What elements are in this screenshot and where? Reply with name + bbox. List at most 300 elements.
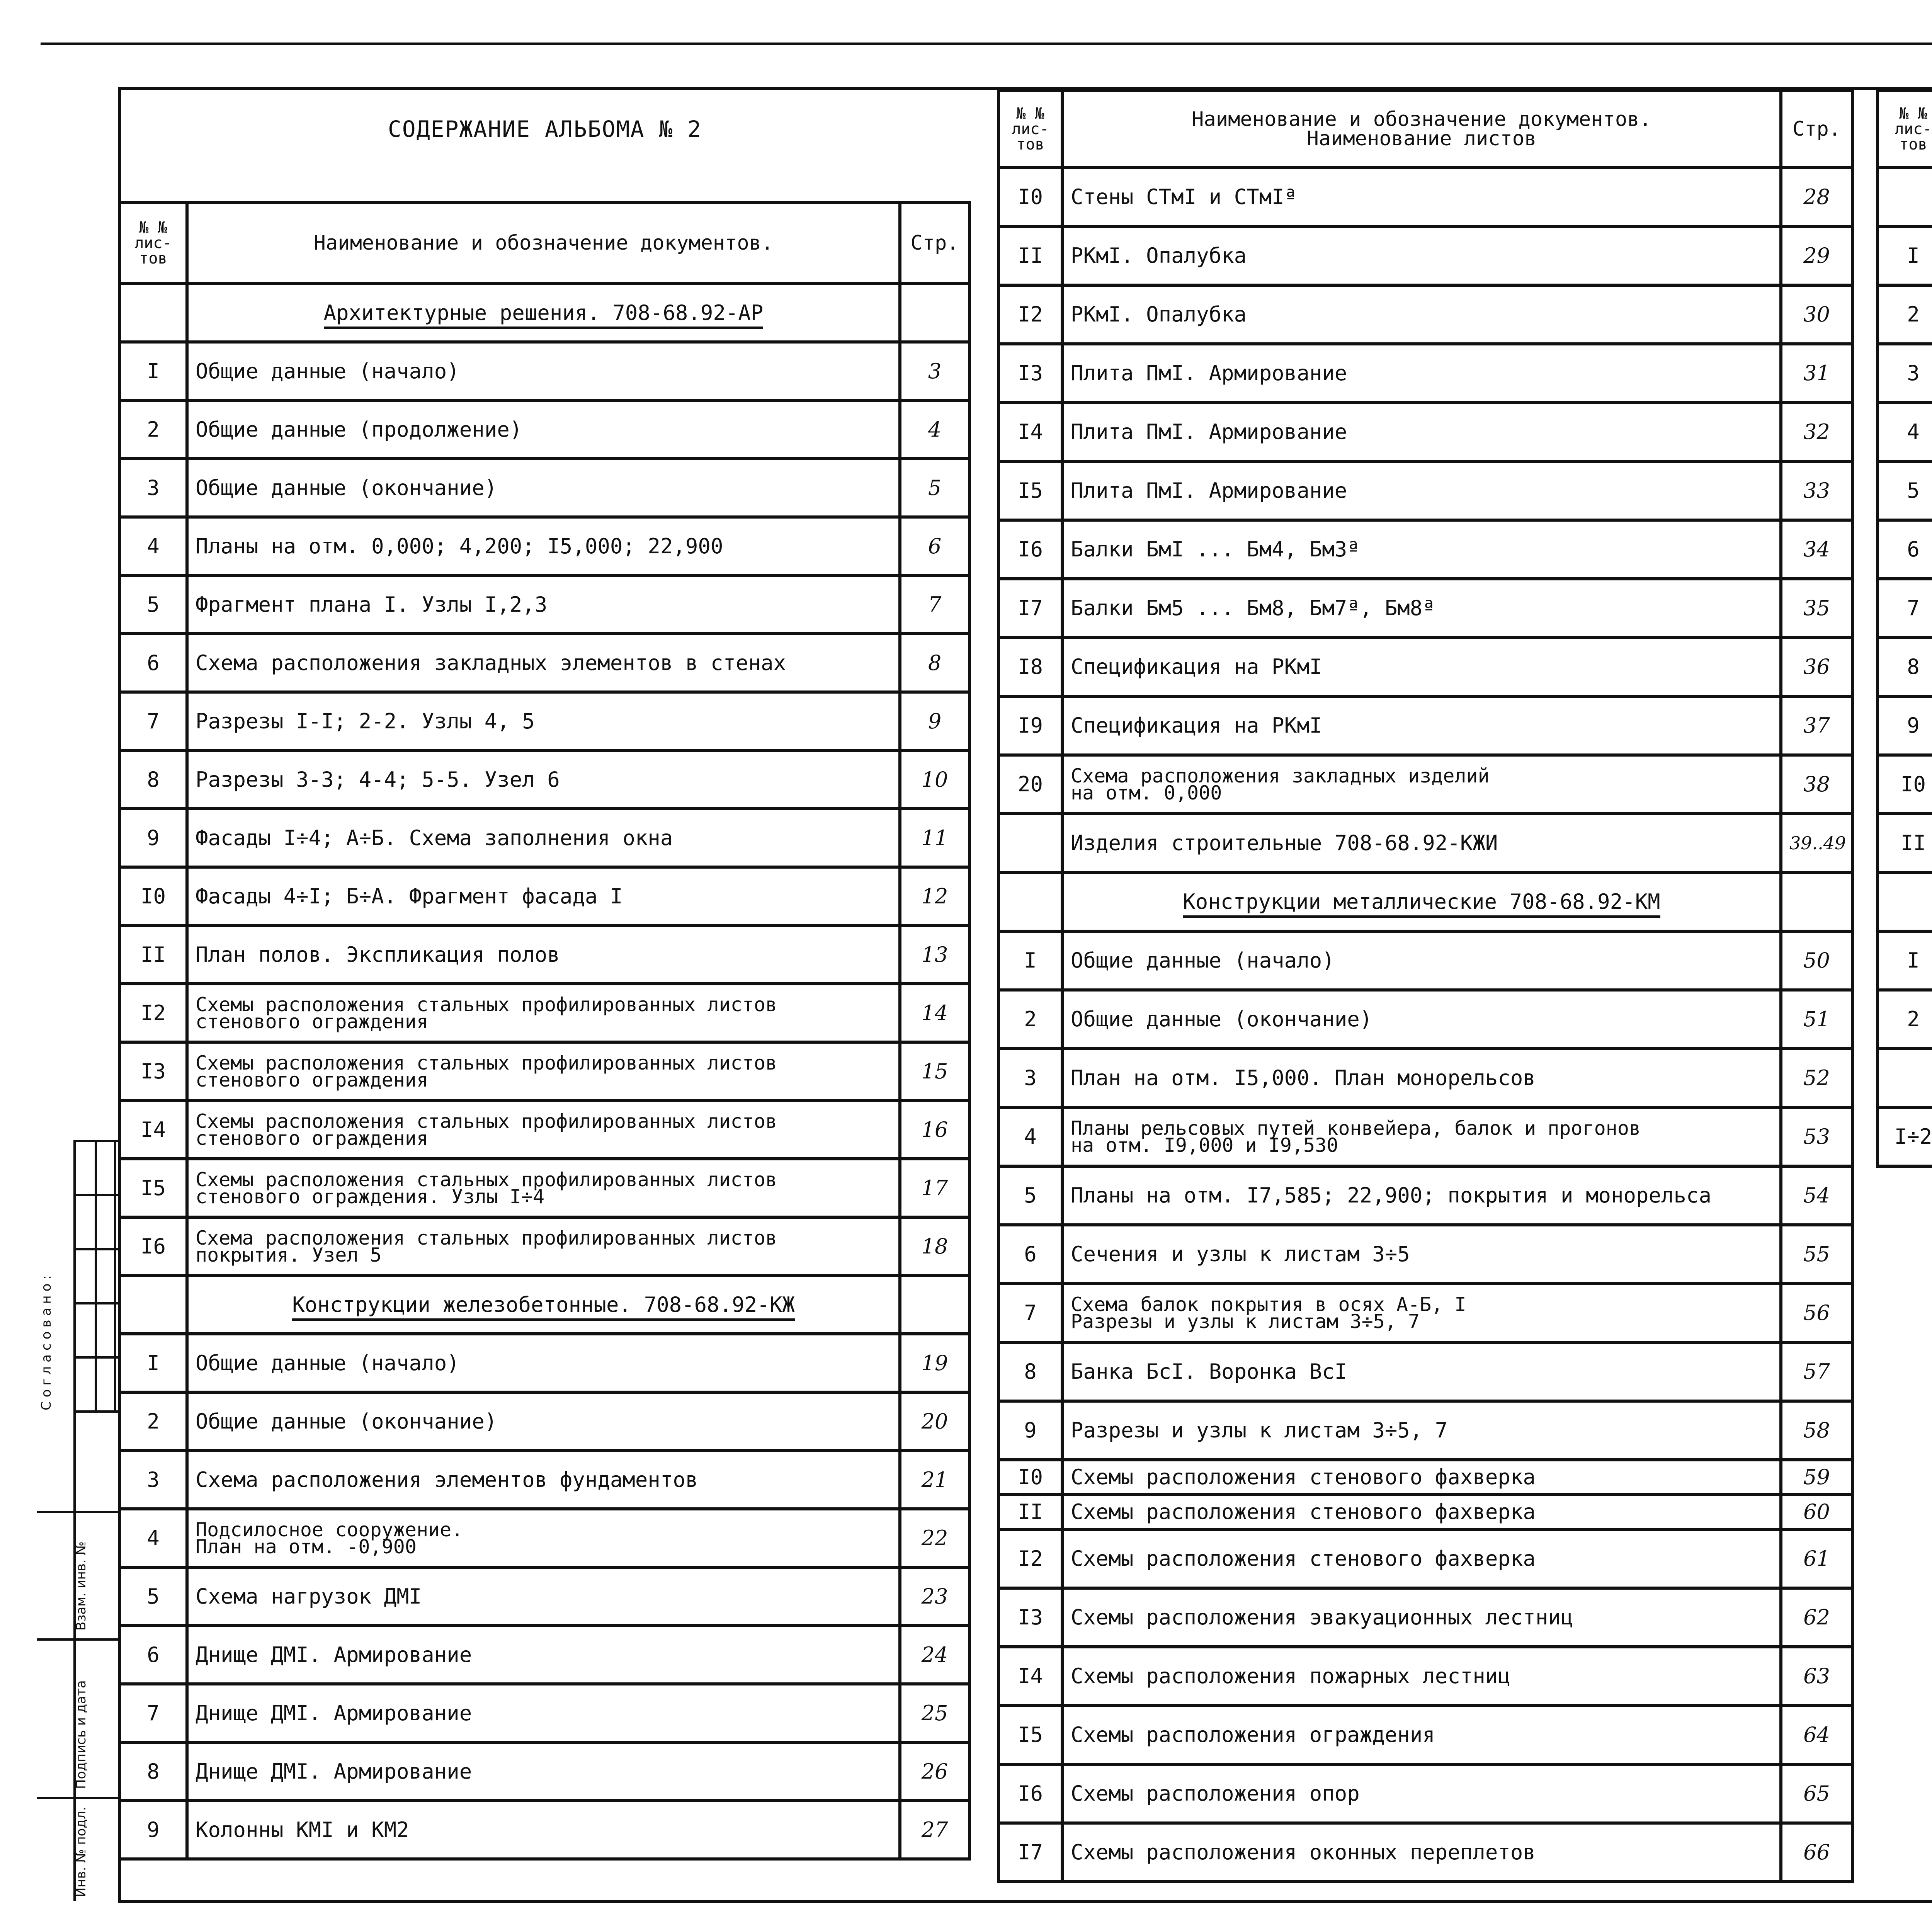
table-row [998,1706,1852,1764]
stamp-divider [73,1410,118,1413]
header-num: № № лис- тов [119,202,187,284]
page-number-cell: 51 [1781,990,1852,1049]
sheet-number: 8 [119,750,187,809]
page-number-cell: 23 [900,1567,969,1626]
stamp-divider [37,1511,118,1513]
sheet-name-line: стенового ограждения. Узлы I÷4 [196,1185,545,1208]
sheet-number [1878,1049,1932,1107]
sheet-name [187,400,900,459]
sheet-name-line: Схемы расположения стенового фахверка [1071,1500,1536,1524]
table-header [998,90,1852,168]
stamp-divider [73,1194,118,1196]
page-number-cell: 54 [1781,1166,1852,1225]
table-row [998,344,1852,403]
page-number-cell: 57 [1781,1342,1852,1401]
table-row [1878,931,1932,990]
table-row [119,517,969,575]
sheet-name-line: Разрезы 3-3; 4-4; 5-5. Узел 6 [196,767,560,792]
sheet-name-line: Сечения и узлы к листам 3÷5 [1071,1242,1410,1266]
page-number-cell: 7 [900,575,969,634]
stamp-divider [73,1248,118,1250]
sheet-name [1062,579,1781,638]
table-row [1878,403,1932,461]
table-row [998,285,1852,344]
section-title-cell [187,284,900,342]
sheet-name-line: Плита ПмI. Армирование [1071,420,1347,444]
page-number-cell: 58 [1781,1401,1852,1460]
table-row [998,403,1852,461]
sheet-name [1062,1647,1781,1706]
contents-table-left [118,201,971,1861]
section-title: Архитектурные решения. 708-68.92-АР [324,301,764,329]
table-row [1878,1049,1932,1107]
sheet-name [187,1217,900,1276]
sheet-name-line: Схемы расположения оконных переплетов [1071,1840,1536,1864]
section-title-cell [1062,872,1781,931]
sheet-name-line: Схемы расположения пожарных лестниц [1071,1664,1510,1688]
table-row [119,1567,969,1626]
sheet-name-line: Схемы расположения стенового фахверка [1071,1465,1536,1489]
sheet-name [187,1801,900,1859]
sheet-number: 9 [998,1401,1062,1460]
page-number-cell: 65 [1781,1764,1852,1823]
sheet-number: 9 [119,1801,187,1859]
table-row [998,1588,1852,1647]
sheet-name [1062,755,1781,814]
sheet-name-line: Планы на отм. 0,000; 4,200; I5,000; 22,900 [196,534,723,558]
sheet-name-line: Днище ДМI. Армирование [196,1701,472,1725]
sheet-number: I9 [998,696,1062,755]
page-number-cell: 18 [900,1217,969,1276]
sheet-number: 3 [1878,344,1932,403]
sheet-name-line: Спецификация на РКмI [1071,655,1322,679]
table-row [119,1684,969,1742]
table-header [1878,90,1932,168]
sheet-number [998,814,1062,872]
sheet-name [187,1159,900,1217]
page-number-cell: 59 [1781,1460,1852,1495]
sheet-name [1062,1706,1781,1764]
page-number-cell: 62 [1781,1588,1852,1647]
page-number-cell: 38 [1781,755,1852,814]
sheet-number: 7 [119,692,187,750]
table-row [119,575,969,634]
table-row [119,1100,969,1159]
page-number-cell: 27 [900,1801,969,1859]
table-row [119,1217,969,1276]
sheet-number: 3 [998,1049,1062,1107]
sheet-name [187,1626,900,1684]
sheet-name [1062,403,1781,461]
sheet-name [1062,1107,1781,1166]
table-row [998,168,1852,226]
sheet-number: I [119,342,187,400]
sheet-name [1062,1460,1781,1495]
sheet-number: I [998,931,1062,990]
header-page: Стр. [900,202,969,284]
sheet-name-line: Схема расположения стальных профилированных листов [196,1226,777,1249]
sheet-number: I2 [119,984,187,1042]
sheet-name-line: Общие данные (окончание) [1071,1007,1372,1031]
sheet-number: I7 [998,1823,1062,1882]
sheet-number: I8 [998,638,1062,696]
sheet-name-line: Разрезы и узлы к листам 3÷5, 7 [1071,1310,1420,1333]
sheet-name-line: Днище ДМI. Армирование [196,1759,472,1784]
page-number-cell: 32 [1781,403,1852,461]
sheet-name-line: Фасады I÷4; А÷Б. Схема заполнения окна [196,825,673,850]
sheet-name-line: стенового ограждения [196,1010,429,1033]
table-header [119,202,969,284]
page-number-cell: 8 [900,634,969,692]
sheet-name [187,634,900,692]
sheet-name [1062,931,1781,990]
sheet-number: 7 [119,1684,187,1742]
page-number-cell: 30 [1781,285,1852,344]
page-number-cell: 56 [1781,1284,1852,1342]
stamp-divider [73,1356,118,1359]
section-num-cell [1878,168,1932,226]
sheet-name [187,750,900,809]
sheet-name [1062,1284,1781,1342]
table-row [119,1626,969,1684]
page-number-cell: 39..49 [1781,814,1852,872]
sheet-name-line: Подсилосное сооружение. [196,1518,463,1541]
sheet-name-line: Общие данные (начало) [1071,948,1335,973]
page-number-cell: 13 [900,925,969,984]
sheet-name-line: План на отм. I5,000. План монорельсов [1071,1066,1536,1090]
sheet-name [187,517,900,575]
stamp-divider [114,1140,116,1410]
sheet-name-line: Схемы расположения стальных профилированных листов [196,1051,777,1074]
section-num-cell [1878,872,1932,931]
sheet-number: 4 [119,1509,187,1567]
sheet-number: I3 [119,1042,187,1100]
page-number-cell: 53 [1781,1107,1852,1166]
sheet-number: II [998,1495,1062,1529]
sheet-number: II [998,226,1062,285]
table-row [998,226,1852,285]
sheet-number: 7 [1878,579,1932,638]
sheet-name [1062,461,1781,520]
page-number-cell: 64 [1781,1706,1852,1764]
header-num: № № лис- тов [998,90,1062,168]
page-number-cell: 31 [1781,344,1852,403]
page-number-cell: 15 [900,1042,969,1100]
sheet-name-line: Общие данные (окончание) [196,475,497,500]
page-number-cell: 26 [900,1742,969,1801]
header-name: Наименование и обозначение документов. Наименование листов [1062,90,1781,168]
table-row [998,638,1852,696]
approval-stamp [37,1140,118,1901]
sheet-number: 8 [1878,638,1932,696]
album-title: СОДЕРЖАНИЕ АЛЬБОМА № 2 [388,116,702,142]
sheet-name-line: Схема балок покрытия в осях А-Б, I [1071,1293,1466,1316]
contents-table-middle [997,89,1854,1883]
sheet-number: I2 [998,1529,1062,1588]
table-row [1878,344,1932,403]
sheet-number: 4 [1878,403,1932,461]
section-title: Конструкции железобетонные. 708-68.92-КЖ [292,1293,794,1321]
page-number-cell: 33 [1781,461,1852,520]
table-row [119,984,969,1042]
sheet-name-line: на отм. I9,000 и I9,530 [1071,1134,1338,1156]
page-number-cell: 60 [1781,1495,1852,1529]
stamp-signature-date-label: Подпись и дата [73,1680,89,1789]
sheet-name [1062,1225,1781,1284]
table-row [1878,755,1932,814]
table-row [998,1823,1852,1882]
section-page-cell [900,284,969,342]
sheet-number: II [119,925,187,984]
table-row [998,1764,1852,1823]
sheet-name [187,575,900,634]
table-row [119,1451,969,1509]
sheet-name-line: Спецификация на РКмI [1071,713,1322,738]
sheet-name [1062,1166,1781,1225]
table-row [1878,990,1932,1049]
page-number-cell: 29 [1781,226,1852,285]
table-row [1878,696,1932,755]
page-number-cell: 55 [1781,1225,1852,1284]
table-row [119,1392,969,1451]
page-number-cell: 4 [900,400,969,459]
page-number-cell: 6 [900,517,969,575]
sheet-name [1062,1401,1781,1460]
sheet-number: I3 [998,1588,1062,1647]
page-number-cell: 50 [1781,931,1852,990]
page-number-cell: 61 [1781,1529,1852,1588]
sheet-number: I4 [998,403,1062,461]
sheet-number: 8 [119,1742,187,1801]
table-row [998,1225,1852,1284]
sheet-name-line: Схемы расположения стальных профилированных листов [196,1110,777,1133]
sheet-name [1062,520,1781,579]
page-number-cell: 10 [900,750,969,809]
table-row [998,1107,1852,1166]
table-row [119,809,969,867]
sheet-number: I÷2 [1878,1107,1932,1166]
sheet-number: I0 [119,867,187,925]
section-row [1878,168,1932,226]
table-row [998,461,1852,520]
sheet-number: 6 [119,634,187,692]
sheet-name-line: Схемы расположения эвакуационных лестниц [1071,1605,1573,1629]
sheet-name-line: Общие данные (начало) [196,1350,459,1375]
sheet-number: I7 [998,579,1062,638]
header-name: Наименование и обозначение документов. [187,202,900,284]
sheet-number: I5 [119,1159,187,1217]
header-page: Стр. [1781,90,1852,168]
sheet-number: 5 [119,575,187,634]
table-row [119,1509,969,1567]
sheet-name [187,1567,900,1626]
table-row [998,1049,1852,1107]
sheet-name-line: План полов. Экспликация полов [196,942,560,967]
table-row [998,696,1852,755]
sheet-name-line: Банка БсI. Воронка ВсI [1071,1359,1347,1384]
table-row [998,520,1852,579]
sheet-name [187,1451,900,1509]
sheet-name [1062,1588,1781,1647]
table-row [119,1742,969,1801]
sheet-name-line: Балки Бм5 ... Бм8, Бм7ª, Бм8ª [1071,596,1435,620]
sheet-number: 2 [119,1392,187,1451]
sheet-number: 2 [998,990,1062,1049]
sheet-number: I3 [998,344,1062,403]
section-num-cell [119,284,187,342]
sheet-name [1062,1764,1781,1823]
page-number-cell: 24 [900,1626,969,1684]
sheet-name-line: РКмI. Опалубка [1071,243,1247,268]
sheet-number: I5 [998,461,1062,520]
page-number-cell: 22 [900,1509,969,1567]
sheet-name-line: Разрезы I-I; 2-2. Узлы 4, 5 [196,709,535,733]
sheet-name-line: Схема расположения закладных элементов в стенах [196,650,786,675]
sheet-name [1062,226,1781,285]
sheet-number: 9 [119,809,187,867]
sheet-name [187,1684,900,1742]
sheet-name [187,925,900,984]
sheet-number: 5 [1878,461,1932,520]
sheet-number: I6 [998,1764,1062,1823]
table-row [998,1647,1852,1706]
table-row [1878,461,1932,520]
page-number-cell: 9 [900,692,969,750]
sheet-number: 2 [119,400,187,459]
table-row [1878,1107,1932,1166]
sheet-name [1062,344,1781,403]
page-number-cell: 20 [900,1392,969,1451]
page-number-cell: 52 [1781,1049,1852,1107]
page-number-cell: 66 [1781,1823,1852,1882]
sheet-name-line: Общие данные (начало) [196,359,459,383]
sheet-name-line: Схемы расположения стенового фахверка [1071,1546,1536,1571]
page-number-cell: 5 [900,459,969,517]
table-row [1878,579,1932,638]
page-number-cell: 14 [900,984,969,1042]
sheet-name-line: Схема нагрузок ДМI [196,1584,422,1609]
sheet-name-line: стенового ограждения [196,1068,429,1091]
table-row [998,1284,1852,1342]
page-number-cell: 17 [900,1159,969,1217]
table-row [119,1159,969,1217]
page-number-cell: 16 [900,1100,969,1159]
sheet-number: I [119,1334,187,1392]
sheet-name [187,1742,900,1801]
sheet-number: I4 [119,1100,187,1159]
sheet-name-line: Днище ДМI. Армирование [196,1642,472,1667]
sheet-number: 9 [1878,696,1932,755]
sheet-name [187,1334,900,1392]
sheet-name-line: Планы на отм. I7,585; 22,900; покрытия и монорельса [1071,1183,1712,1208]
table-row [998,1529,1852,1588]
table-row [998,1460,1852,1495]
table-row [998,1495,1852,1529]
sheet-name-line: Схемы расположения опор [1071,1781,1360,1806]
stamp-divider [73,1140,118,1142]
table-row [119,400,969,459]
sheet-number: 6 [1878,520,1932,579]
sheet-name-line: Фрагмент плана I. Узлы I,2,3 [196,592,548,617]
sheet-number: 3 [119,459,187,517]
page-number-cell: 63 [1781,1647,1852,1706]
sheet-name-line: Схема расположения закладных изделий [1071,765,1490,787]
page-number-cell: 19 [900,1334,969,1392]
table-row [998,1342,1852,1401]
sheet-number: 4 [119,517,187,575]
sheet-name-line: Плита ПмI. Армирование [1071,361,1347,385]
page-number-cell: 21 [900,1451,969,1509]
sheet-name [1062,168,1781,226]
sheet-name-line: Схемы расположения стальных профилированных листов [196,993,777,1016]
sheet-name-line: стенового ограждения [196,1127,429,1150]
sheet-name-line: Изделия строительные 708-68.92-КЖИ [1071,831,1498,855]
sheet-number: 5 [119,1567,187,1626]
page-number-cell: 36 [1781,638,1852,696]
page-number-cell: 34 [1781,520,1852,579]
sheet-name-line: Схемы расположения ограждения [1071,1723,1435,1747]
table-row [119,1334,969,1392]
sheet-number: 7 [998,1284,1062,1342]
page-number-cell: 28 [1781,168,1852,226]
stamp-divider [73,1302,118,1304]
sheet-name-line: Фасады 4÷I; Б÷А. Фрагмент фасада I [196,884,623,908]
sheet-number: 5 [998,1166,1062,1225]
sheet-number: I6 [998,520,1062,579]
table-row [119,1801,969,1859]
sheet-name [187,1042,900,1100]
page-number-cell: 37 [1781,696,1852,755]
sheet-number: 3 [119,1451,187,1509]
sheet-name [1062,1049,1781,1107]
table-row [998,990,1852,1049]
section-num-cell [998,872,1062,931]
sheet-name-line: Балки БмI ... Бм4, Бм3ª [1071,537,1360,561]
sheet-number: I4 [998,1647,1062,1706]
sheet-number: I2 [998,285,1062,344]
table-row [119,925,969,984]
sheet-name [187,984,900,1042]
table-row [119,692,969,750]
section-title: Конструкции металлические 708-68.92-КМ [1183,889,1660,918]
table-row [1878,520,1932,579]
table-row [119,459,969,517]
sheet-number: 4 [998,1107,1062,1166]
sheet-name [187,459,900,517]
top-rule [41,43,1932,45]
section-row [1878,872,1932,931]
table-row [998,814,1852,872]
table-row [998,1166,1852,1225]
sheet-name-line: Общие данные (окончание) [196,1409,497,1434]
page-number-cell: 11 [900,809,969,867]
stamp-agreed-label: Согласовано: [39,1271,54,1410]
table-row [1878,814,1932,872]
section-title-cell [187,1276,900,1334]
stamp-divider [37,1638,118,1641]
sheet-number: 2 [1878,285,1932,344]
sheet-name-line: Схема расположения элементов фундаментов [196,1467,698,1492]
contents-table-right [1876,89,1932,1168]
sheet-name-line: Общие данные (продолжение) [196,417,522,442]
header-num: № № лис- тов [1878,90,1932,168]
table-row [1878,638,1932,696]
sheet-name [187,692,900,750]
sheet-number: II [1878,814,1932,872]
page-number-cell: 3 [900,342,969,400]
table-row [998,755,1852,814]
sheet-name-line: на отм. 0,000 [1071,782,1222,804]
